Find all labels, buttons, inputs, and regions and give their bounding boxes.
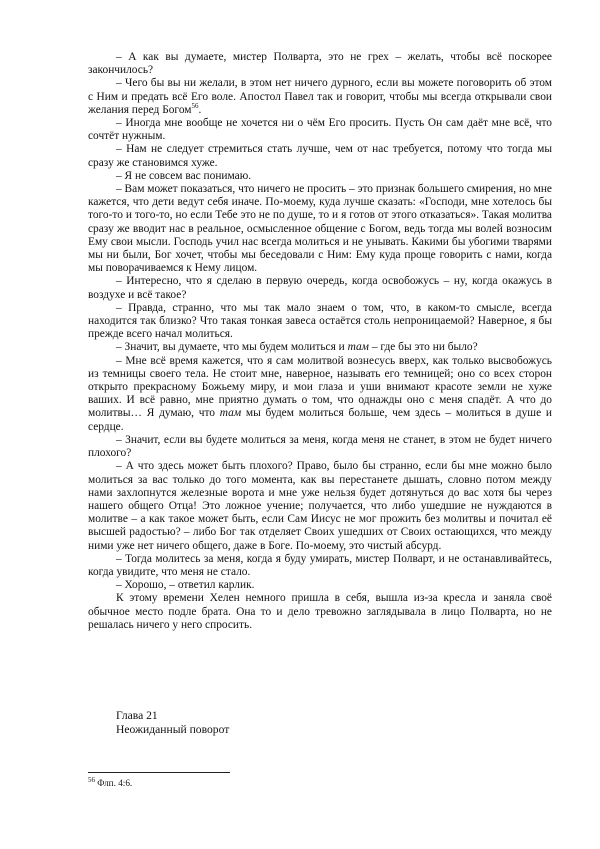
paragraph: – Интересно, что я сделаю в первую очередь, когда освобожусь – ну, когда окажусь в воздухе и всё такое? bbox=[88, 275, 552, 301]
body-text bbox=[88, 51, 552, 632]
paragraph: – А как вы думаете, мистер Полварта, это не грех – желать, чтобы всё поскорее закончилось? bbox=[88, 51, 552, 77]
chapter-number: Глава 21 bbox=[116, 709, 158, 722]
paragraph: – Правда, странно, что мы так мало знаем о том, что, в каком-то смысле, всегда находится так близко? Что такая тонкая завеса остаётся столь непроницаемой? Наверное, я бы прежде всего начал молиться. bbox=[88, 301, 552, 341]
italic-word: там bbox=[219, 407, 242, 420]
footnote bbox=[88, 775, 133, 788]
paragraph: – Тогда молитесь за меня, когда я буду умирать, мистер Полварт, и не останавливайтесь, когда увидите, что меня не стало. bbox=[88, 552, 552, 578]
footnote-text: Флп. 4:6. bbox=[95, 778, 133, 788]
paragraph: – Хорошо, – ответил карлик. bbox=[116, 579, 255, 592]
paragraph: – Нам не следует стремиться стать лучше, чем от нас требуется, потому что тогда мы сразу же становимся хуже. bbox=[88, 143, 552, 169]
paragraph: – Иногда мне вообще не хочется ни о чём Его просить. Пусть Он сам даёт мне всё, что сочтёт нужным. bbox=[88, 117, 552, 143]
paragraph: – Значит, вы думаете, что мы будем молиться и там – где бы это ни было? bbox=[116, 341, 478, 354]
footnote-divider bbox=[88, 772, 230, 773]
paragraph: – Значит, если вы будете молиться за меня, когда меня не станет, в этом не будет ничего плохого? bbox=[88, 433, 552, 460]
paragraph: – Мне всё время кажется, что я сам молитвой вознесусь вверх, как только высвобожусь из темницы своего тела. Не стоит мне, наверное, называть его темницей; оно со всех сторон открыто прекрасному Божьему миру, и мои глаза и уши внимают красоте земли не хуже ваших. И всё равно, мне приятно думать о том, что однажды оно с меня спадёт. А что до молитвы… Я думаю, что там мы будем молиться больше, чем здесь – молиться в душе и сердце. bbox=[88, 354, 552, 433]
paragraph: К этому времени Хелен немного пришла в себя, вышла из-за кресла и заняла своё обычное место подле брата. Она то и дело тревожно заглядывала в лицо Полварта, но не решалась ничего у него спросить. bbox=[88, 592, 552, 631]
chapter-heading bbox=[116, 709, 229, 737]
footnote-ref[interactable]: 56 bbox=[191, 102, 199, 111]
chapter-title: Неожиданный поворот bbox=[116, 723, 230, 736]
paragraph: – А что здесь может быть плохого? Право, было бы странно, если бы мне можно было молиться за вас только до того момента, как вы перестанете дышать, словно потом между нами захлопнутся железные ворота и мне уже нельзя будет дотянуться до вас хотя бы через нашего общего Отца! Это ложное учение; получается, что либо ушедшие не нуждаются в молитве – а как такое может быть, если Сам Иисус не мог прожить без молитвы и почитал её высшей радостью? – либо Бог так отделяет Своих ушедших от Своих остающихся, что между ними уже нет ничего общего, даже в Боге. По-моему, это чистый абсурд. bbox=[88, 460, 552, 552]
italic-word: там bbox=[347, 341, 369, 354]
footnote-mark: 56 bbox=[88, 775, 95, 784]
paragraph: – Вам может показаться, что ничего не просить – это признак большего смирения, но мне кажется, что дети ведут себя иначе. По-моему, куда лучше сказать: «Господи, мне хотелось бы того-то и того-то, но если Тебе это не по душе, то и я готов от этого отказаться». Такая молитва сразу же вводит нас в реальное, осмысленное общение с Богом, ведь тогда мы волей возносим Ему свои мысли. Господь учил нас всегда молиться и не унывать. Какими бы убогими тварями мы ни были, Бог хочет, чтобы мы беседовали с Ним: Ему куда проще говорить с нами, когда мы поворачиваемся к Нему лицом. bbox=[88, 183, 552, 275]
paragraph: – Чего бы вы ни желали, в этом нет ничего дурного, если вы можете поговорить об этом с Ним и предать всё Его воле. Апостол Павел так и говорит, чтобы мы всегда открывали свои желания перед Богом$^{56}$. bbox=[88, 77, 552, 116]
paragraph: – Я не совсем вас понимаю. bbox=[116, 169, 252, 182]
